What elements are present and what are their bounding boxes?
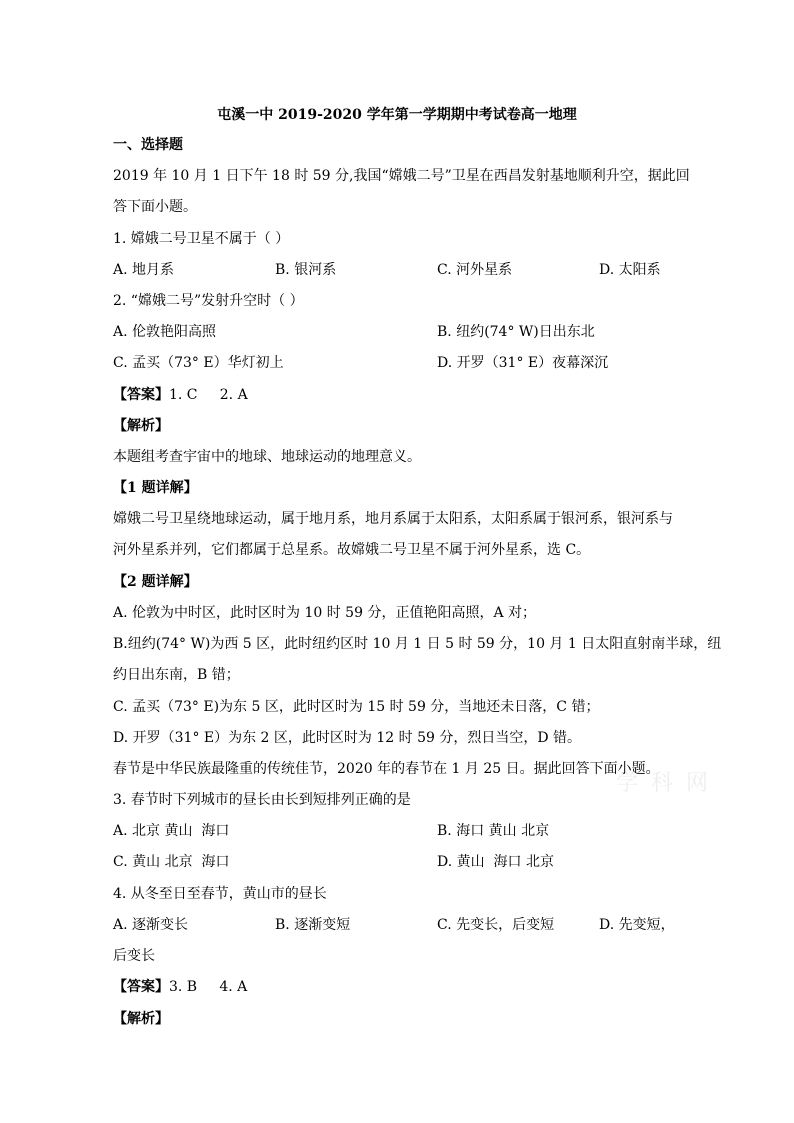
detail-2-option-a: A. 伦敦为中时区，此时区时为 10 时 59 分，正值艳阳高照，A 对； [113, 605, 536, 621]
detail-2-option-b: B.纽约(74° W)为西 5 区，此时纽约区时 10 月 1 日 5 时 59 分，10 月 1 日太阳直射南半球，纽 [113, 636, 722, 652]
detail-2-label: 【2 题详解】 [113, 574, 198, 590]
analysis-label: 【解析】 [113, 1011, 169, 1027]
question-3-stem: 3. 春节时下列城市的昼长由长到短排列正确的是 [113, 792, 411, 808]
answer-value: 1. C 2. A [169, 387, 248, 403]
answer-label: 【答案】 [113, 979, 169, 995]
question-4-option-d: D. 先变短， [599, 917, 675, 933]
detail-1-label: 【1 题详解】 [113, 480, 198, 496]
intro-paragraph-line: 答下面小题。 [113, 199, 197, 215]
answer-label: 【答案】 [113, 387, 169, 403]
question-4-option-a: A. 逐渐变长 [113, 917, 189, 933]
page-title: 屯溪一中 2019-2020 学年第一学期期中考试卷高一地理 [217, 107, 577, 123]
answer-line [113, 386, 248, 404]
detail-1-line: 河外星系并列，它们都属于总星系。故嫦娥二号卫星不属于河外星系，选 C。 [113, 542, 591, 558]
question-1-option-d: D. 太阳系 [599, 262, 661, 278]
answer-value: 3. B 4. A [169, 979, 248, 995]
question-3-option-c: C. 黄山 北京 海口 [113, 854, 230, 870]
detail-2-option-c: C. 孟买（73° E)为东 5 区，此时区时为 15 时 59 分，当地还未日落，C 错； [113, 699, 600, 715]
question-4-option-b: B. 逐渐变短 [275, 917, 351, 933]
question-1-option-c: C. 河外星系 [437, 262, 513, 278]
question-3-option-d: D. 黄山 海口 北京 [437, 854, 554, 870]
question-1-option-a: A. 地月系 [113, 262, 175, 278]
question-4-option-d-continued: 后变长 [113, 948, 155, 964]
detail-1-line: 嫦娥二号卫星绕地球运动，属于地月系，地月系属于太阳系，太阳系属于银河系，银河系与 [113, 511, 673, 527]
question-4-stem: 4. 从冬至日至春节，黄山市的昼长 [113, 886, 327, 902]
detail-2-option-b: 约日出东南，B 错； [113, 667, 240, 683]
question-2-stem: 2. “嫦娥二号”发射升空时（ ） [113, 293, 304, 309]
question-2-option-c: C. 孟买（73° E）华灯初上 [113, 355, 284, 371]
intro-paragraph-line: 2019 年 10 月 1 日下午 18 时 59 分,我国“嫦娥二号”卫星在西昌发射基地顺利升空，据此回 [113, 168, 690, 184]
question-1-stem: 1. 嫦娥二号卫星不属于（ ） [113, 231, 290, 247]
question-2-option-a: A. 伦敦艳阳高照 [113, 324, 217, 340]
detail-2-option-d: D. 开罗（31° E）为东 2 区，此时区时为 12 时 59 分，烈日当空，D 错。 [113, 730, 582, 746]
watermark: 学 科 网 [616, 771, 711, 796]
intro-paragraph-line: 春节是中华民族最隆重的传统佳节，2020 年的春节在 1 月 25 日。据此回答下面小题。 [113, 761, 660, 777]
question-4-option-c: C. 先变长，后变短 [437, 917, 555, 933]
question-2-option-b: B. 纽约(74° W)日出东北 [437, 324, 595, 340]
question-1-option-b: B. 银河系 [275, 262, 337, 278]
answer-line [113, 978, 247, 996]
section-heading: 一、选择题 [113, 137, 183, 153]
analysis-text: 本题组考查宇宙中的地球、地球运动的地理意义。 [113, 449, 421, 465]
question-3-option-b: B. 海口 黄山 北京 [437, 823, 550, 839]
analysis-label: 【解析】 [113, 418, 169, 434]
question-3-option-a: A. 北京 黄山 海口 [113, 823, 230, 839]
question-2-option-d: D. 开罗（31° E）夜幕深沉 [437, 355, 609, 371]
